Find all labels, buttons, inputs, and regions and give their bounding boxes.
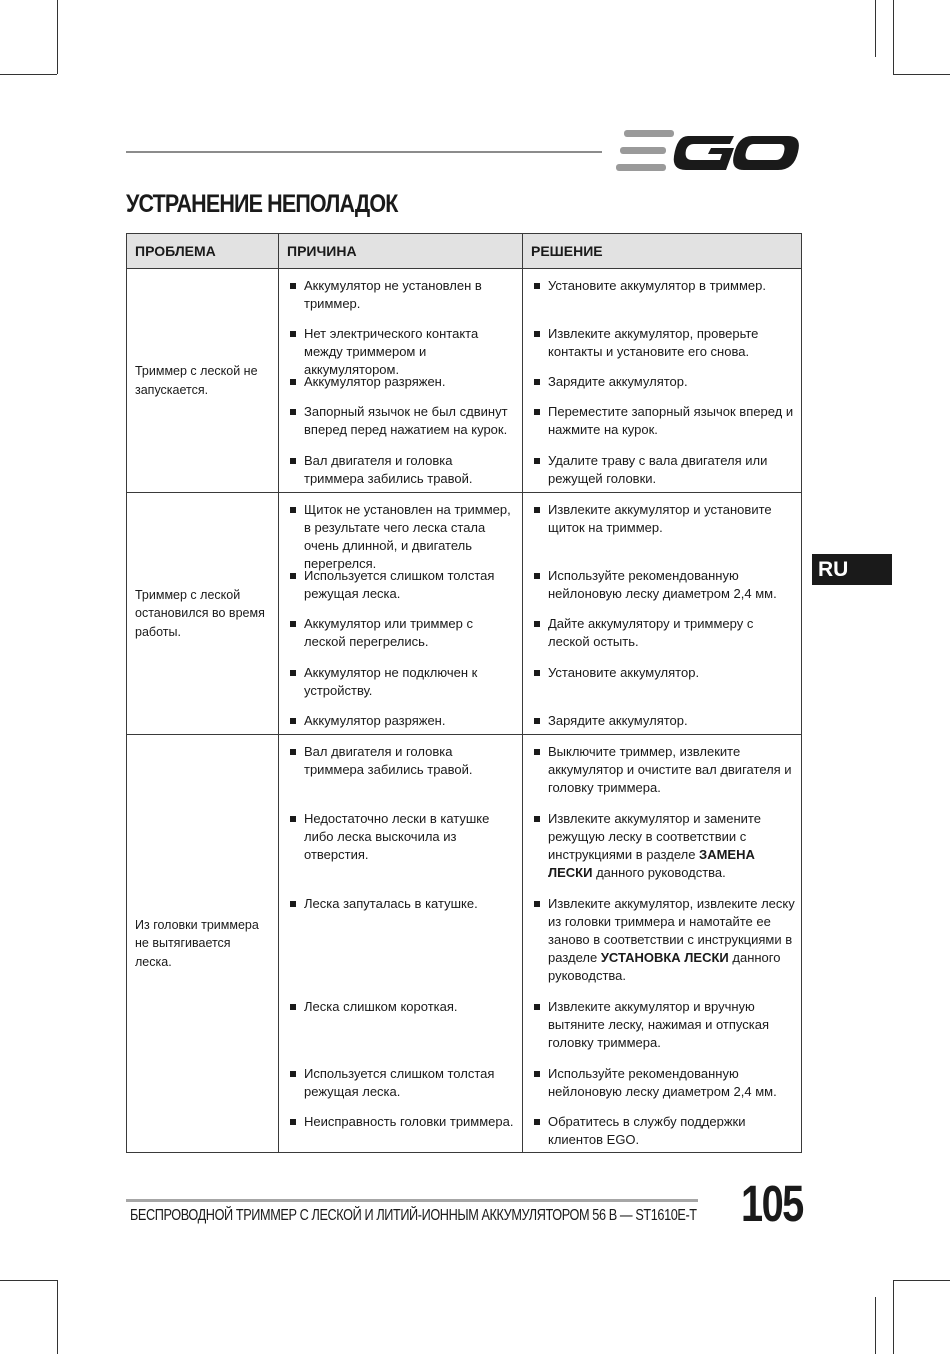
solution-text: данного руководства. xyxy=(592,865,726,880)
solution-item: Используйте рекомендованную нейлоновую леску диаметром 2,4 мм. xyxy=(531,1065,795,1101)
language-tab: RU xyxy=(812,554,892,585)
troubleshooting-table xyxy=(126,233,802,1153)
solution-item: Извлеките аккумулятор и вручную вытяните леску, нажимая и отпуская головку триммера. xyxy=(531,998,795,1052)
solution-text: Извлеките аккумулятор, извлеките леску из головки триммера и намотайте ее заново в соответствии с инструкциями в разделе xyxy=(548,896,795,965)
cause-item: Нет электрического контакта между триммером и аккумулятором. xyxy=(287,325,516,379)
solution-item: Удалите траву с вала двигателя или режущей головки. xyxy=(531,452,795,488)
cause-item: Используется слишком толстая режущая леска. xyxy=(287,567,516,603)
column-header-problem: ПРОБЛЕМА xyxy=(127,234,279,269)
cause-item: Запорный язычок не был сдвинут вперед перед нажатием на курок. xyxy=(287,403,516,439)
cause-item: Недостаточно лески в катушке либо леска выскочила из отверстия. xyxy=(287,810,516,864)
problem-cell: Из головки триммера не вытягивается леска. xyxy=(127,735,279,1153)
solution-text: Извлеките аккумулятор и замените режущую леску в соответствии с инструкциями в разделе xyxy=(548,811,761,862)
cause-cell xyxy=(279,269,523,493)
solution-item: Дайте аккумулятору и триммеру с леской остыть. xyxy=(531,615,795,651)
crop-mark xyxy=(875,0,876,57)
cause-item: Аккумулятор не установлен в триммер. xyxy=(287,277,516,313)
footer-product-name: БЕСПРОВОДНОЙ ТРИММЕР С ЛЕСКОЙ И ЛИТИЙ-ИОННЫМ АККУМУЛЯТОРОМ 56 В — ST1610E-T xyxy=(130,1207,697,1224)
cause-item: Аккумулятор разряжен. xyxy=(287,712,516,730)
solution-item: Зарядите аккумулятор. xyxy=(531,712,795,730)
table-row xyxy=(127,735,802,1153)
solution-cell xyxy=(523,735,802,1153)
crop-mark xyxy=(893,74,950,75)
cause-item: Аккумулятор или триммер с леской перегрелись. xyxy=(287,615,516,651)
ego-logo xyxy=(616,128,800,174)
column-header-solution: РЕШЕНИЕ xyxy=(523,234,802,269)
problem-cell: Триммер с леской не запускается. xyxy=(127,269,279,493)
solution-item: Установите аккумулятор в триммер. xyxy=(531,277,795,295)
cause-item: Щиток не установлен на триммер, в результате чего леска стала очень длинной, и двигатель перегрелся. xyxy=(287,501,516,573)
table-header-row xyxy=(127,234,802,269)
crop-mark xyxy=(57,0,58,74)
section-reference: ЗАМЕНА ЛЕСКИ xyxy=(548,847,755,880)
solution-cell xyxy=(523,493,802,735)
crop-mark xyxy=(57,1280,58,1354)
crop-mark xyxy=(0,74,57,75)
crop-mark xyxy=(893,1280,950,1281)
solution-item: Установите аккумулятор. xyxy=(531,664,795,682)
cause-item: Леска слишком короткая. xyxy=(287,998,516,1016)
crop-mark xyxy=(875,1297,876,1354)
solution-item: Извлеките аккумулятор и установите щиток на триммер. xyxy=(531,501,795,537)
solution-item: Зарядите аккумулятор. xyxy=(531,373,795,391)
header-rule xyxy=(126,151,602,153)
solution-item: Обратитесь в службу поддержки клиентов EGO. xyxy=(531,1113,795,1149)
solution-item xyxy=(531,810,795,882)
cause-cell xyxy=(279,493,523,735)
cause-item: Аккумулятор разряжен. xyxy=(287,373,516,391)
solution-text: данного руководства. xyxy=(548,950,781,983)
problem-cell: Триммер с леской остановился во время работы. xyxy=(127,493,279,735)
cause-item: Леска запуталась в катушке. xyxy=(287,895,516,913)
cause-item: Вал двигателя и головка триммера забились травой. xyxy=(287,452,516,488)
cause-item: Вал двигателя и головка триммера забились травой. xyxy=(287,743,516,779)
solution-item: Переместите запорный язычок вперед и нажмите на курок. xyxy=(531,403,795,439)
cause-item: Неисправность головки триммера. xyxy=(287,1113,516,1131)
section-reference: УСТАНОВКА ЛЕСКИ xyxy=(600,950,729,965)
solution-item xyxy=(531,895,795,985)
crop-mark xyxy=(0,1280,57,1281)
crop-mark xyxy=(893,1280,894,1354)
cause-item: Используется слишком толстая режущая леска. xyxy=(287,1065,516,1101)
column-header-cause: ПРИЧИНА xyxy=(279,234,523,269)
table-row xyxy=(127,269,802,493)
solution-item: Извлеките аккумулятор, проверьте контакты и установите его снова. xyxy=(531,325,795,361)
table-row xyxy=(127,493,802,735)
cause-cell xyxy=(279,735,523,1153)
page-number: 105 xyxy=(741,1175,803,1232)
solution-cell xyxy=(523,269,802,493)
footer-rule xyxy=(126,1199,698,1202)
solution-item: Используйте рекомендованную нейлоновую леску диаметром 2,4 мм. xyxy=(531,567,795,603)
cause-item: Аккумулятор не подключен к устройству. xyxy=(287,664,516,700)
crop-mark xyxy=(893,0,894,74)
solution-item: Выключите триммер, извлеките аккумулятор и очистите вал двигателя и головку триммера. xyxy=(531,743,795,797)
page-title: УСТРАНЕНИЕ НЕПОЛАДОК xyxy=(126,190,398,218)
